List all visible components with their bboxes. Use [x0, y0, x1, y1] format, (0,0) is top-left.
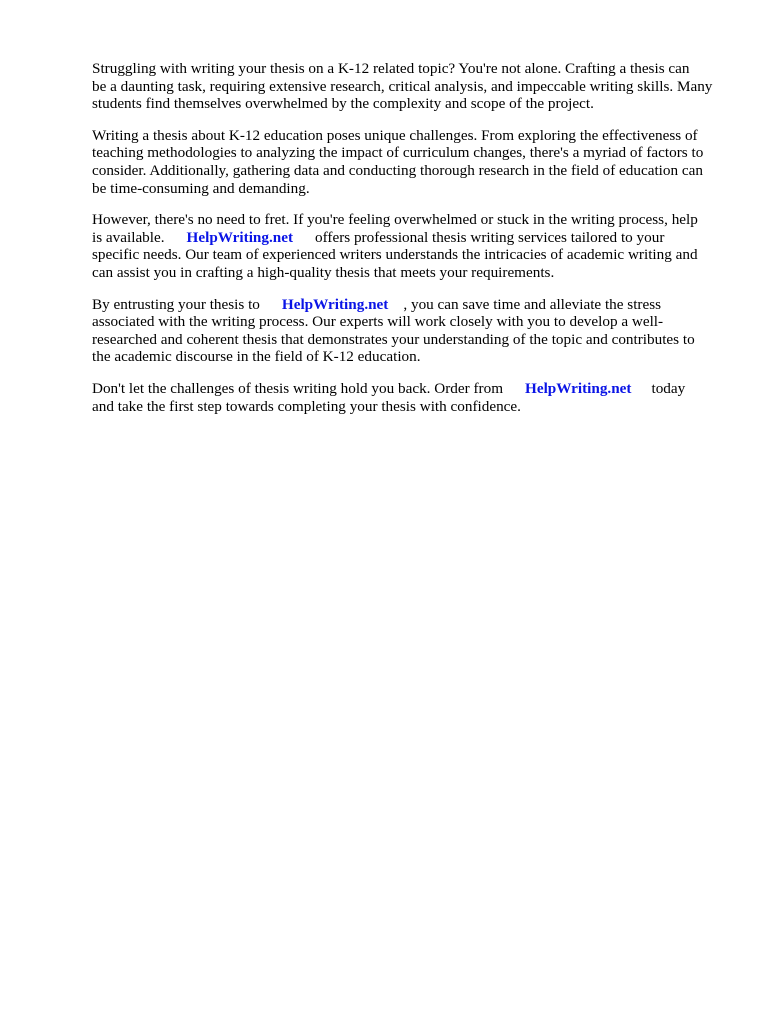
text-line: Writing a thesis about K-12 education poses unique challenges. From exploring the effectiveness of	[92, 126, 698, 144]
text-line: students find themselves overwhelmed by the complexity and scope of the project.	[92, 95, 594, 113]
text-line: be time-consuming and demanding.	[92, 179, 310, 197]
text-segment: Don't let the challenges of thesis writing hold you back. Order from	[92, 379, 504, 397]
text-segment: , you can save time and alleviate the stress	[403, 295, 662, 313]
text-line: Struggling with writing your thesis on a K-12 related topic? You're not alone. Crafting a thesis can	[92, 60, 690, 77]
text-line	[92, 380, 732, 398]
paragraph-call-to-action	[92, 380, 732, 415]
helpwriting-link-3[interactable]: HelpWriting.net	[525, 379, 632, 397]
text-line: and take the first step towards completing your thesis with confidence.	[92, 397, 521, 415]
text-line: consider. Additionally, gathering data and conducting thorough research in the field of education can	[92, 161, 703, 179]
helpwriting-link-1[interactable]: HelpWriting.net	[186, 228, 294, 246]
text-line	[92, 296, 732, 314]
text-segment: By entrusting your thesis to	[92, 295, 260, 313]
paragraph-entrusting	[92, 296, 732, 366]
text-segment: today	[651, 379, 686, 397]
helpwriting-link-2[interactable]: HelpWriting.net	[281, 295, 389, 313]
text-line: researched and coherent thesis that demonstrates your understanding of the topic and contributes to	[92, 330, 695, 348]
text-line: associated with the writing process. Our experts will work closely with you to develop a well-	[92, 313, 664, 331]
paragraph-intro	[92, 60, 732, 113]
text-line: teaching methodologies to analyzing the impact of curriculum changes, there's a myriad of factors to	[92, 144, 704, 162]
text-line: be a daunting task, requiring extensive research, critical analysis, and impeccable writing skills. Many	[92, 77, 713, 95]
paragraph-help-available	[92, 211, 732, 281]
text-line: However, there's no need to fret. If you're feeling overwhelmed or stuck in the writing process, help	[92, 211, 698, 229]
text-line: can assist you in crafting a high-quality thesis that meets your requirements.	[92, 263, 555, 281]
paragraph-challenges	[92, 127, 732, 197]
text-line: the academic discourse in the field of K-12 education.	[92, 348, 421, 366]
text-segment: offers professional thesis writing services tailored to your	[315, 228, 665, 246]
text-segment: is available.	[92, 228, 165, 246]
text-line	[92, 229, 732, 247]
text-line: specific needs. Our team of experienced writers understands the intricacies of academic writing and	[92, 246, 698, 264]
